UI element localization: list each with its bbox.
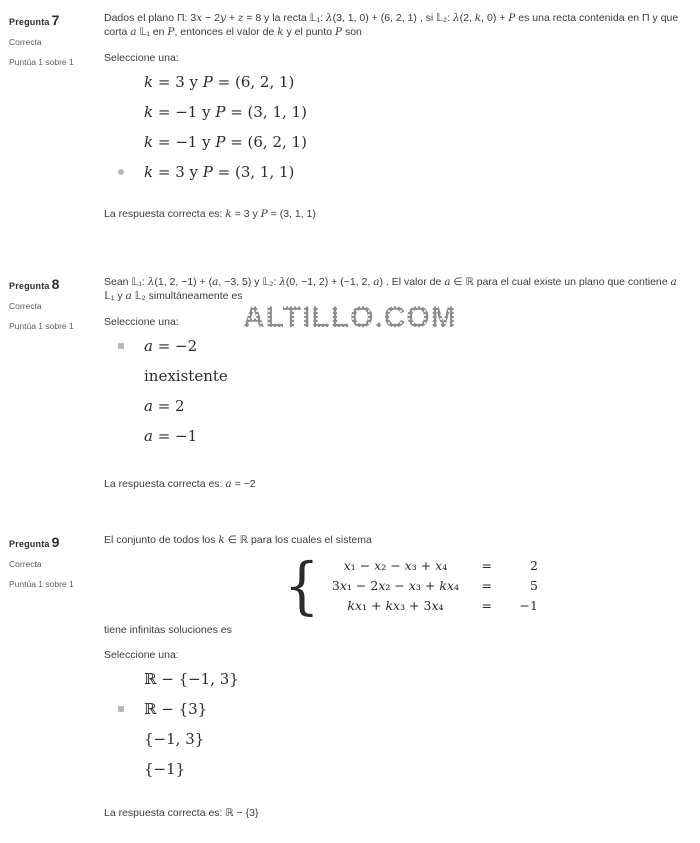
answer-prompt: Seleccione una: — [104, 316, 179, 328]
feedback-text: La respuesta correcta es: a = −2 — [104, 478, 256, 490]
equation-row: 3x₁ − 2x₂ − x₃ + kx₄ = 5 — [331, 578, 538, 593]
equation-table — [329, 556, 537, 616]
answer-option[interactable]: k = 3 y P = (6, 2, 1) — [144, 73, 295, 91]
question-number: Pregunta 9 — [9, 534, 60, 550]
left-brace: { — [283, 548, 320, 622]
selected-radio-icon — [118, 706, 124, 712]
options-list — [104, 671, 688, 779]
question-7-content — [104, 12, 700, 220]
selected-radio-icon — [118, 343, 124, 349]
feedback-text: La respuesta correcta es: k = 3 y P = (3, 1, 1) — [104, 208, 316, 220]
question-text: El conjunto de todos los k ∈ ℝ para los cuales el sistema — [104, 534, 372, 546]
question-7-panel — [0, 8, 700, 220]
question-text-continued: tiene infinitas soluciones es — [104, 623, 232, 636]
answer-option[interactable]: ℝ − {−1, 3} — [144, 669, 239, 688]
answer-option[interactable]: k = −1 y P = (6, 2, 1) — [144, 133, 307, 151]
answer-prompt: Seleccione una: — [104, 648, 179, 661]
question-9-panel — [0, 530, 700, 819]
status-text: Correcta — [9, 301, 42, 311]
grade-text: Puntúa 1 sobre 1 — [9, 321, 74, 331]
altillo-watermark: ALTILLO.COM — [243, 301, 457, 334]
equation-row: x₁ − x₂ − x₃ + x₄ = 2 — [343, 558, 538, 573]
question-9-content — [104, 534, 700, 819]
options-list — [104, 74, 688, 182]
answer-option[interactable]: k = −1 y P = (3, 1, 1) — [144, 103, 307, 121]
answer-option[interactable]: a = 2 — [144, 397, 185, 415]
answer-option[interactable]: a = −1 — [144, 427, 198, 445]
question-7-info — [0, 12, 104, 220]
question-9-info — [0, 534, 104, 819]
answer-option[interactable]: inexistente — [144, 367, 228, 385]
grade-text: Puntúa 1 sobre 1 — [9, 57, 74, 67]
answer-option[interactable]: ℝ − {3} — [104, 701, 688, 719]
question-text: Sean 𝕃₁: λ(1, 2, −1) + (a, −3, 5) y 𝕃₂: λ(0, −1, 2) + (−1, 2, a) . El valor de a ∈ ℝ para el cual existe un plano que contiene a 𝕃₁ y a 𝕃₂ simultáneamente es — [104, 276, 677, 302]
answer-option[interactable]: a = −2 — [104, 338, 688, 356]
equation-row: kx₁ + kx₃ + 3x₄ = −1 — [347, 598, 538, 613]
question-number: Pregunta 7 — [9, 12, 60, 28]
question-8-info — [0, 276, 104, 490]
answer-option[interactable]: {−1} — [144, 759, 186, 778]
options-list — [104, 338, 688, 446]
selected-radio-icon — [118, 169, 124, 175]
equation-system — [282, 548, 688, 622]
answer-option[interactable]: {−1, 3} — [144, 729, 205, 748]
question-text: Dados el plano Π: 3x − 2y + z = 8 y la recta 𝕃₁: λ(3, 1, 0) + (6, 2, 1) , si 𝕃₂: λ(2, k, 0) + P es una recta contenida en Π y que corta a 𝕃₁ en P, entonces el valor de k y el punto P son — [104, 12, 679, 38]
grade-text: Puntúa 1 sobre 1 — [9, 579, 74, 589]
status-text: Correcta — [9, 559, 42, 569]
question-number: Pregunta 8 — [9, 276, 60, 292]
feedback-text: La respuesta correcta es: ℝ − {3} — [104, 806, 259, 819]
status-text: Correcta — [9, 37, 42, 47]
answer-option[interactable]: k = 3 y P = (3, 1, 1) — [104, 164, 688, 182]
answer-prompt: Seleccione una: — [104, 52, 179, 64]
